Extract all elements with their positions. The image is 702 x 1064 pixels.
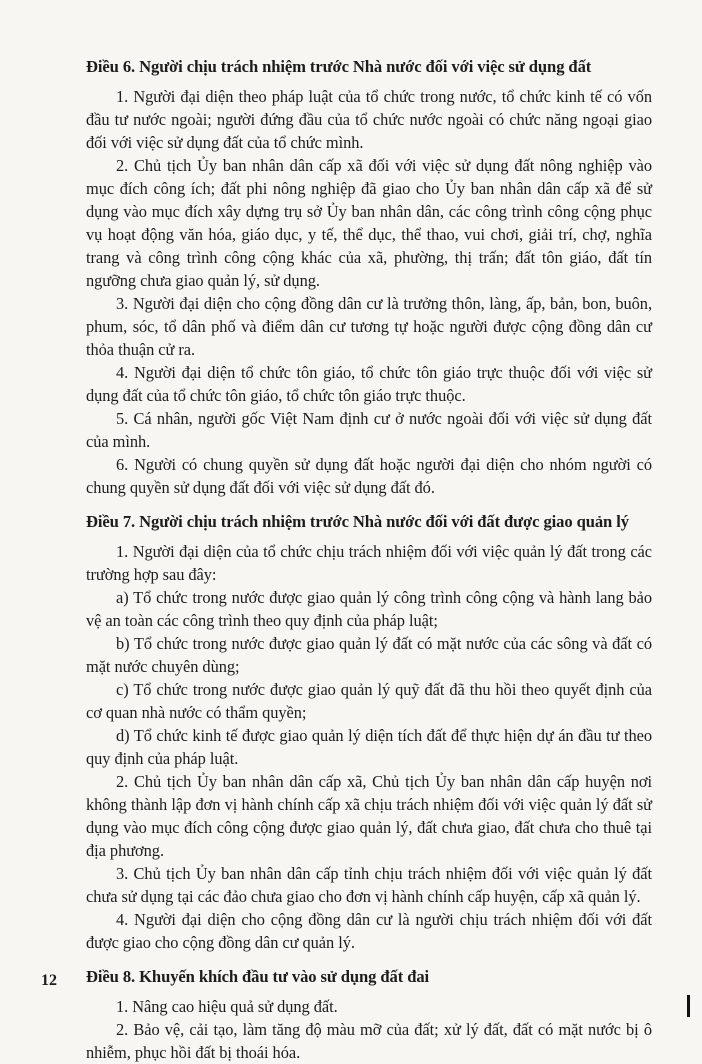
article-paragraph: a) Tổ chức trong nước được giao quản lý công trình công cộng và hành lang bảo vệ an toàn các công trình theo quy định của pháp luật; xyxy=(86,588,652,630)
article-paragraph: 2. Chủ tịch Ủy ban nhân dân cấp xã đối với việc sử dụng đất nông nghiệp vào mục đích công ích; đất phi nông nghiệp đã giao cho Ủy ban nhân dân cấp xã để sử dụng vào mục đích xây dựng trụ sở Ủy ban nhân dân, các công trình công cộng phục vụ hoạt động văn hóa, giáo dục, y tế, thể dục, thể thao, vui chơi, giải trí, chợ, nghĩa trang và công trình công cộng khác của xã, phường, thị trấn; đất tôn giáo, đất tín ngưỡng chưa giao quản lý, sử dụng. xyxy=(86,156,652,290)
article-7 xyxy=(86,510,652,954)
document-page xyxy=(86,55,652,1064)
article-paragraph: 1. Người đại diện của tổ chức chịu trách nhiệm đối với việc quản lý đất trong các trường hợp sau đây: xyxy=(86,542,652,584)
article-title: Điều 8. Khuyến khích đầu tư vào sử dụng đất đai xyxy=(86,967,430,986)
article-paragraph: 4. Người đại diện tổ chức tôn giáo, tổ chức tôn giáo trực thuộc đối với việc sử dụng đất của tổ chức tôn giáo, tổ chức tôn giáo trực thuộc. xyxy=(86,363,652,405)
article-paragraph: c) Tổ chức trong nước được giao quản lý quỹ đất đã thu hồi theo quyết định của cơ quan nhà nước có thẩm quyền; xyxy=(86,680,652,722)
section-gap xyxy=(86,499,652,510)
article-title: Điều 6. Người chịu trách nhiệm trước Nhà nước đối với việc sử dụng đất xyxy=(86,57,592,76)
article-8 xyxy=(86,965,652,1064)
article-paragraph: 1. Người đại diện theo pháp luật của tổ chức trong nước, tổ chức kinh tế có vốn đầu tư nước ngoài; người đứng đầu của tổ chức nước ngoài có chức năng ngoại giao đối với việc sử dụng đất của tổ chức mình. xyxy=(86,87,652,152)
article-paragraph: 2. Bảo vệ, cải tạo, làm tăng độ màu mỡ của đất; xử lý đất, đất có mặt nước bị ô nhiễm, phục hồi đất bị thoái hóa. xyxy=(86,1020,652,1062)
article-paragraph: 5. Cá nhân, người gốc Việt Nam định cư ở nước ngoài đối với việc sử dụng đất của mình. xyxy=(86,409,652,451)
article-paragraph: 3. Người đại diện cho cộng đồng dân cư là trưởng thôn, làng, ấp, bản, bon, buôn, phum, sóc, tổ dân phố và điểm dân cư tương tự hoặc người được cộng đồng dân cư thỏa thuận cử ra. xyxy=(86,294,652,359)
page-number: 12 xyxy=(41,972,57,989)
article-paragraph: b) Tổ chức trong nước được giao quản lý đất có mặt nước của các sông và đất có mặt nước chuyên dùng; xyxy=(86,634,652,676)
article-paragraph: 4. Người đại diện cho cộng đồng dân cư là người chịu trách nhiệm đối với đất được giao cho cộng đồng dân cư quản lý. xyxy=(86,910,652,952)
section-gap xyxy=(86,954,652,965)
article-title: Điều 7. Người chịu trách nhiệm trước Nhà nước đối với đất được giao quản lý xyxy=(86,512,629,531)
article-paragraph: 2. Chủ tịch Ủy ban nhân dân cấp xã, Chủ tịch Ủy ban nhân dân cấp huyện nơi không thành lập đơn vị hành chính cấp xã chịu trách nhiệm đối với việc quản lý đất sử dụng vào mục đích công cộng được giao quản lý, đất chưa giao, đất chưa cho thuê tại địa phương. xyxy=(86,772,652,860)
article-paragraph: 3. Chủ tịch Ủy ban nhân dân cấp tỉnh chịu trách nhiệm đối với việc quản lý đất chưa sử dụng tại các đảo chưa giao cho đơn vị hành chính cấp huyện, cấp xã quản lý. xyxy=(86,864,652,906)
article-paragraph: 1. Nâng cao hiệu quả sử dụng đất. xyxy=(116,997,338,1016)
article-paragraph: d) Tổ chức kinh tế được giao quản lý diện tích đất để thực hiện dự án đầu tư theo quy định của pháp luật. xyxy=(86,726,652,768)
article-paragraph: 6. Người có chung quyền sử dụng đất hoặc người đại diện cho nhóm người có chung quyền sử dụng đất đối với việc sử dụng đất đó. xyxy=(86,455,652,497)
corner-mark xyxy=(687,995,690,1017)
article-6 xyxy=(86,55,652,499)
